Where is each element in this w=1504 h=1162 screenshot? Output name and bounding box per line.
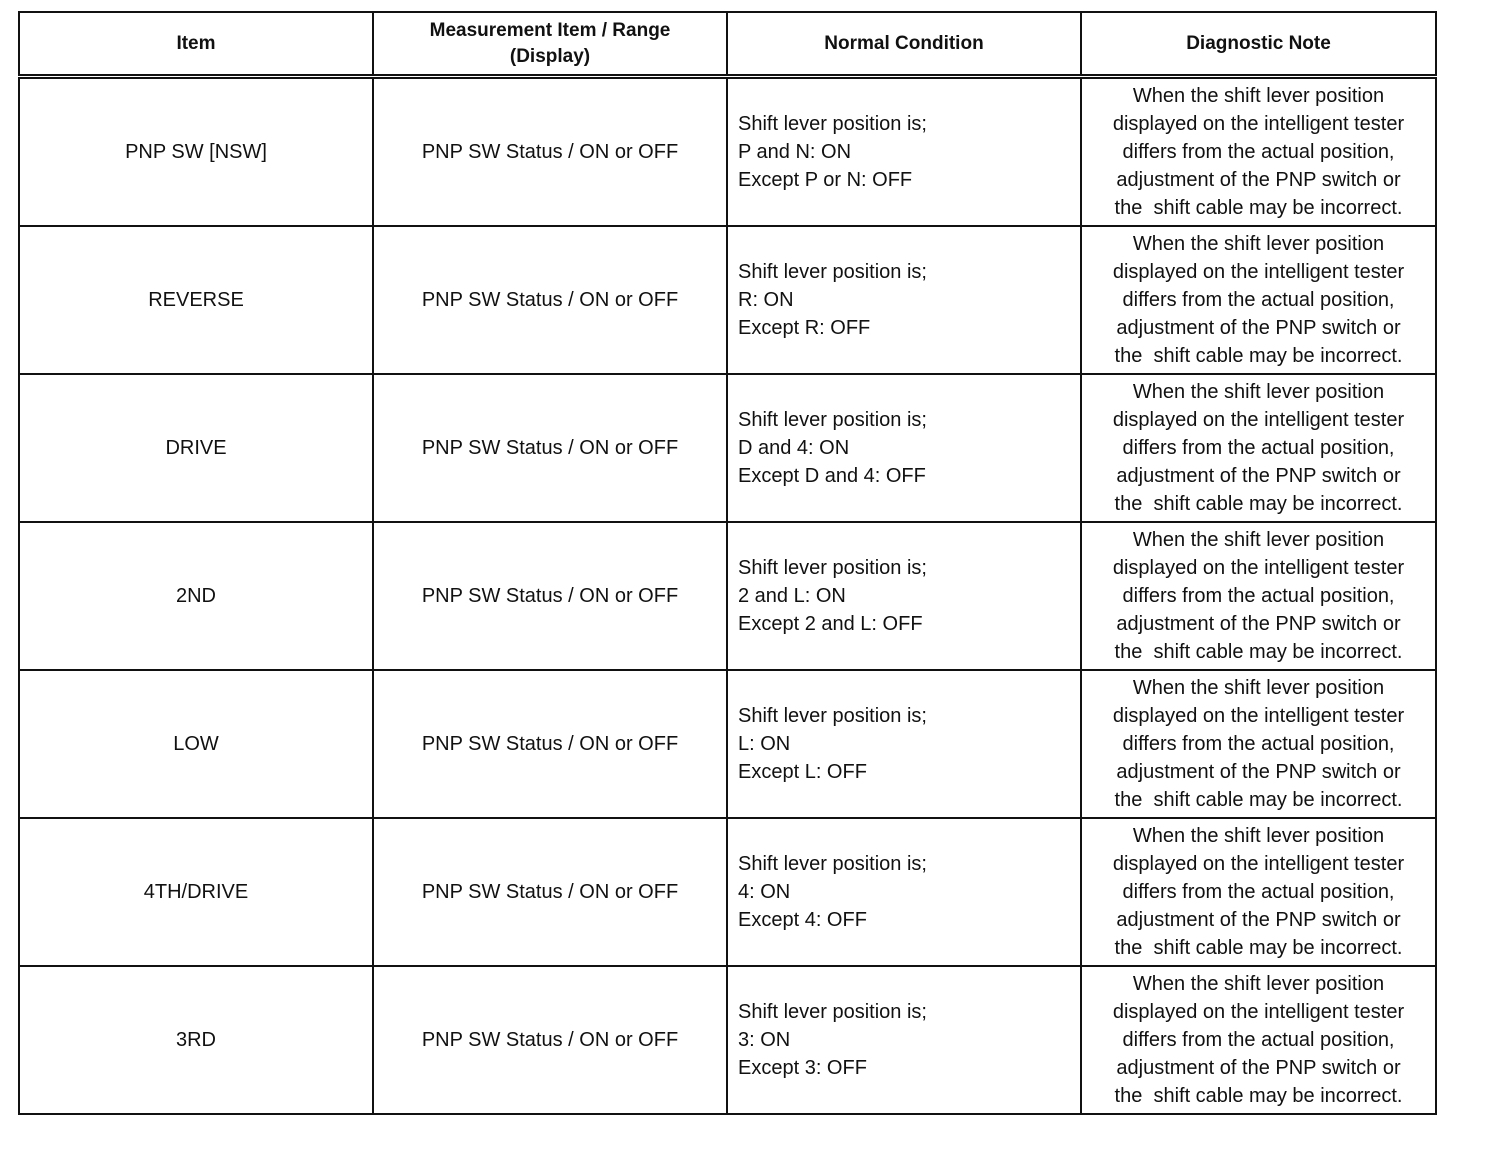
header-item: Item	[19, 12, 373, 77]
normal-condition-cell: Shift lever position is; 3: ON Except 3: OFF	[727, 966, 1081, 1114]
diagnostic-note-cell: When the shift lever position displayed on the intelligent tester differs from the actual position, adjustment of the PNP switch or the shift cable may be incorrect.	[1081, 670, 1436, 818]
measurement-cell: PNP SW Status / ON or OFF	[373, 966, 727, 1114]
item-cell: LOW	[19, 670, 373, 818]
normal-condition-cell: Shift lever position is; 2 and L: ON Except 2 and L: OFF	[727, 522, 1081, 670]
measurement-cell: PNP SW Status / ON or OFF	[373, 226, 727, 374]
item-cell: DRIVE	[19, 374, 373, 522]
header-diagnostic-note: Diagnostic Note	[1081, 12, 1436, 77]
header-measurement: Measurement Item / Range (Display)	[373, 12, 727, 77]
item-cell: 2ND	[19, 522, 373, 670]
measurement-cell: PNP SW Status / ON or OFF	[373, 77, 727, 227]
table-row	[19, 670, 1436, 818]
item-cell: PNP SW [NSW]	[19, 77, 373, 227]
table-row	[19, 818, 1436, 966]
diagnostic-note-cell: When the shift lever position displayed on the intelligent tester differs from the actual position, adjustment of the PNP switch or the shift cable may be incorrect.	[1081, 226, 1436, 374]
item-cell: REVERSE	[19, 226, 373, 374]
table-row	[19, 966, 1436, 1114]
table-row	[19, 374, 1436, 522]
normal-condition-cell: Shift lever position is; R: ON Except R: OFF	[727, 226, 1081, 374]
normal-condition-cell: Shift lever position is; L: ON Except L: OFF	[727, 670, 1081, 818]
diagnostic-table	[18, 11, 1437, 1115]
diagnostic-note-cell: When the shift lever position displayed on the intelligent tester differs from the actual position, adjustment of the PNP switch or the shift cable may be incorrect.	[1081, 374, 1436, 522]
diagnostic-note-cell: When the shift lever position displayed on the intelligent tester differs from the actual position, adjustment of the PNP switch or the shift cable may be incorrect.	[1081, 818, 1436, 966]
table-row	[19, 226, 1436, 374]
diagnostic-note-cell: When the shift lever position displayed on the intelligent tester differs from the actual position, adjustment of the PNP switch or the shift cable may be incorrect.	[1081, 77, 1436, 227]
table-row	[19, 522, 1436, 670]
diagnostic-note-cell: When the shift lever position displayed on the intelligent tester differs from the actual position, adjustment of the PNP switch or the shift cable may be incorrect.	[1081, 966, 1436, 1114]
table-row	[19, 77, 1436, 227]
normal-condition-cell: Shift lever position is; D and 4: ON Except D and 4: OFF	[727, 374, 1081, 522]
diagnostic-note-cell: When the shift lever position displayed on the intelligent tester differs from the actual position, adjustment of the PNP switch or the shift cable may be incorrect.	[1081, 522, 1436, 670]
item-cell: 3RD	[19, 966, 373, 1114]
measurement-cell: PNP SW Status / ON or OFF	[373, 522, 727, 670]
measurement-cell: PNP SW Status / ON or OFF	[373, 374, 727, 522]
normal-condition-cell: Shift lever position is; 4: ON Except 4: OFF	[727, 818, 1081, 966]
item-cell: 4TH/DRIVE	[19, 818, 373, 966]
header-row	[19, 12, 1436, 77]
measurement-cell: PNP SW Status / ON or OFF	[373, 818, 727, 966]
header-normal-condition: Normal Condition	[727, 12, 1081, 77]
normal-condition-cell: Shift lever position is; P and N: ON Except P or N: OFF	[727, 77, 1081, 227]
measurement-cell: PNP SW Status / ON or OFF	[373, 670, 727, 818]
